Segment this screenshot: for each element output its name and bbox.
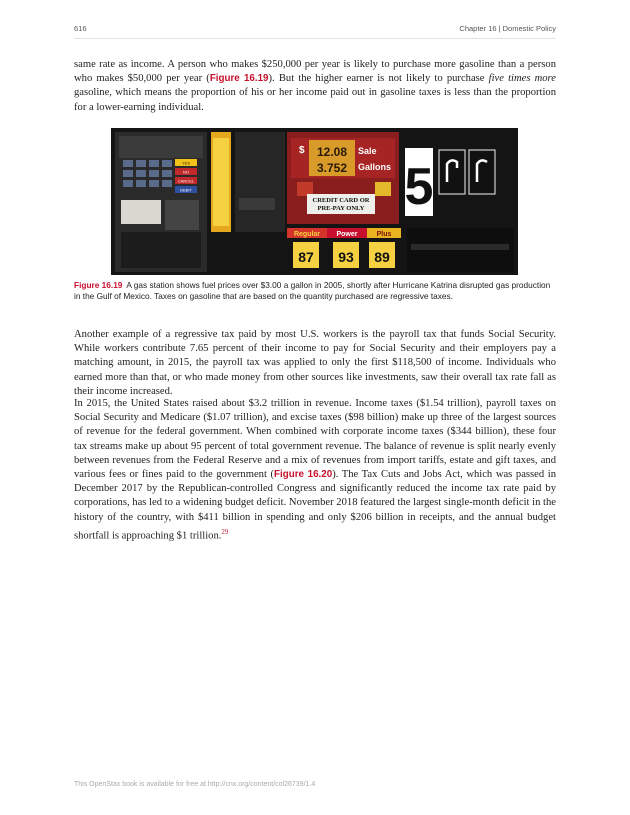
grade-power-label: Power — [336, 231, 358, 238]
paragraph-payroll-tax: Another example of a regressive tax paid by most U.S. workers is the payroll tax that funds Social Security. While workers contribute 7.65 percent of their income to pay for Social Security and their employers pay a matching amount, in 2015, the payroll tax was applied to only the first $118,500 of income. Individuals who earned more than that, or who made money from other sources like investments, saw their overall tax rate fall as their income increased. — [74, 329, 556, 397]
price-readout: 12.08 — [316, 145, 348, 159]
dollar-sign: $ — [299, 145, 305, 156]
grade-regular-label: Regular — [293, 231, 321, 238]
octane-89: 89 — [374, 249, 390, 265]
grade-plus-label: Plus — [376, 231, 392, 238]
gas-pump-photo — [111, 128, 518, 275]
octane-93: 93 — [338, 249, 354, 265]
sticker-line-1: CREDIT CARD OR — [312, 197, 370, 204]
keypad-yes-label: YES — [181, 160, 191, 166]
keypad-debit-label: DEBIT — [180, 187, 192, 193]
chapter-title: Chapter 16 | Domestic Policy — [459, 24, 556, 33]
pump-number: 5 — [404, 158, 434, 216]
keypad-cancel-label: CANCEL — [177, 178, 195, 184]
gallons-label: Gallons — [358, 162, 392, 172]
footnote-29-link[interactable]: 29 — [221, 527, 229, 536]
sale-label: Sale — [358, 146, 377, 156]
gallons-readout: 3.752 — [316, 161, 348, 175]
figure-label: Figure 16.19 — [74, 280, 123, 290]
paragraph-revenue: In 2015, the United States raised about $3.2 trillion in revenue. Income taxes ($1.54 trillion), payroll taxes on Social Security and Medicare ($1.07 trillion), and excise taxes ($98 billion) make up three of the largest sources of revenue for the federal government. When combined with corporate income taxes ($344 billion), these four tax streams make up about 95 percent of total government revenue. The balance of revenue is split nearly evenly between revenues from the Federal Reserve and a mix of revenues from import tariffs, estate and gift taxes, and various fees or fines paid to the government (Figure 16.20). The Tax Cuts and Jobs Act, which was passed in December 2017 by the Republican-controlled Congress and significantly reduced the income tax rate paid by corporations, has led to a widening budget deficit. November 2018 featured the largest single-month deficit in the history of the country, with $411 billion in spending and only $206 billion in receipts, and the annual budget shortfall is approaching $1 trillion.$^{29}$ — [74, 398, 556, 542]
octane-87: 87 — [298, 249, 314, 265]
figure-caption: Figure 16.19 A gas station shows fuel prices over $3.00 a gallon in 2005, shortly after Hurricane Katrina disrupted gas production in the Gulf of Mexico. Taxes on gasoline that are based on the quantity purchased are regressive taxes. — [74, 280, 551, 301]
keypad-no-label: NO — [183, 169, 189, 175]
header-divider — [74, 38, 556, 39]
figure-16-19-link[interactable]: Figure 16.19 — [209, 73, 269, 85]
footer-note: This OpenStax book is available for free at http://cnx.org/content/col26739/1.4 — [74, 781, 316, 788]
paragraph-gasoline: same rate as income. A person who makes $250,000 per year is likely to purchase more gasoline than a person who makes $50,000 per year (Figure 16.19). But the higher earner is not likely to purchase five times more gasoline, which means the proportion of his or her income paid out in gasoline taxes is less than the proportion for a lower-earning individual. — [74, 59, 556, 113]
figure-16-20-link[interactable]: Figure 16.20 — [274, 469, 333, 481]
sticker-line-2: PRE-PAY ONLY — [317, 205, 365, 212]
page-number: 616 — [74, 24, 87, 33]
